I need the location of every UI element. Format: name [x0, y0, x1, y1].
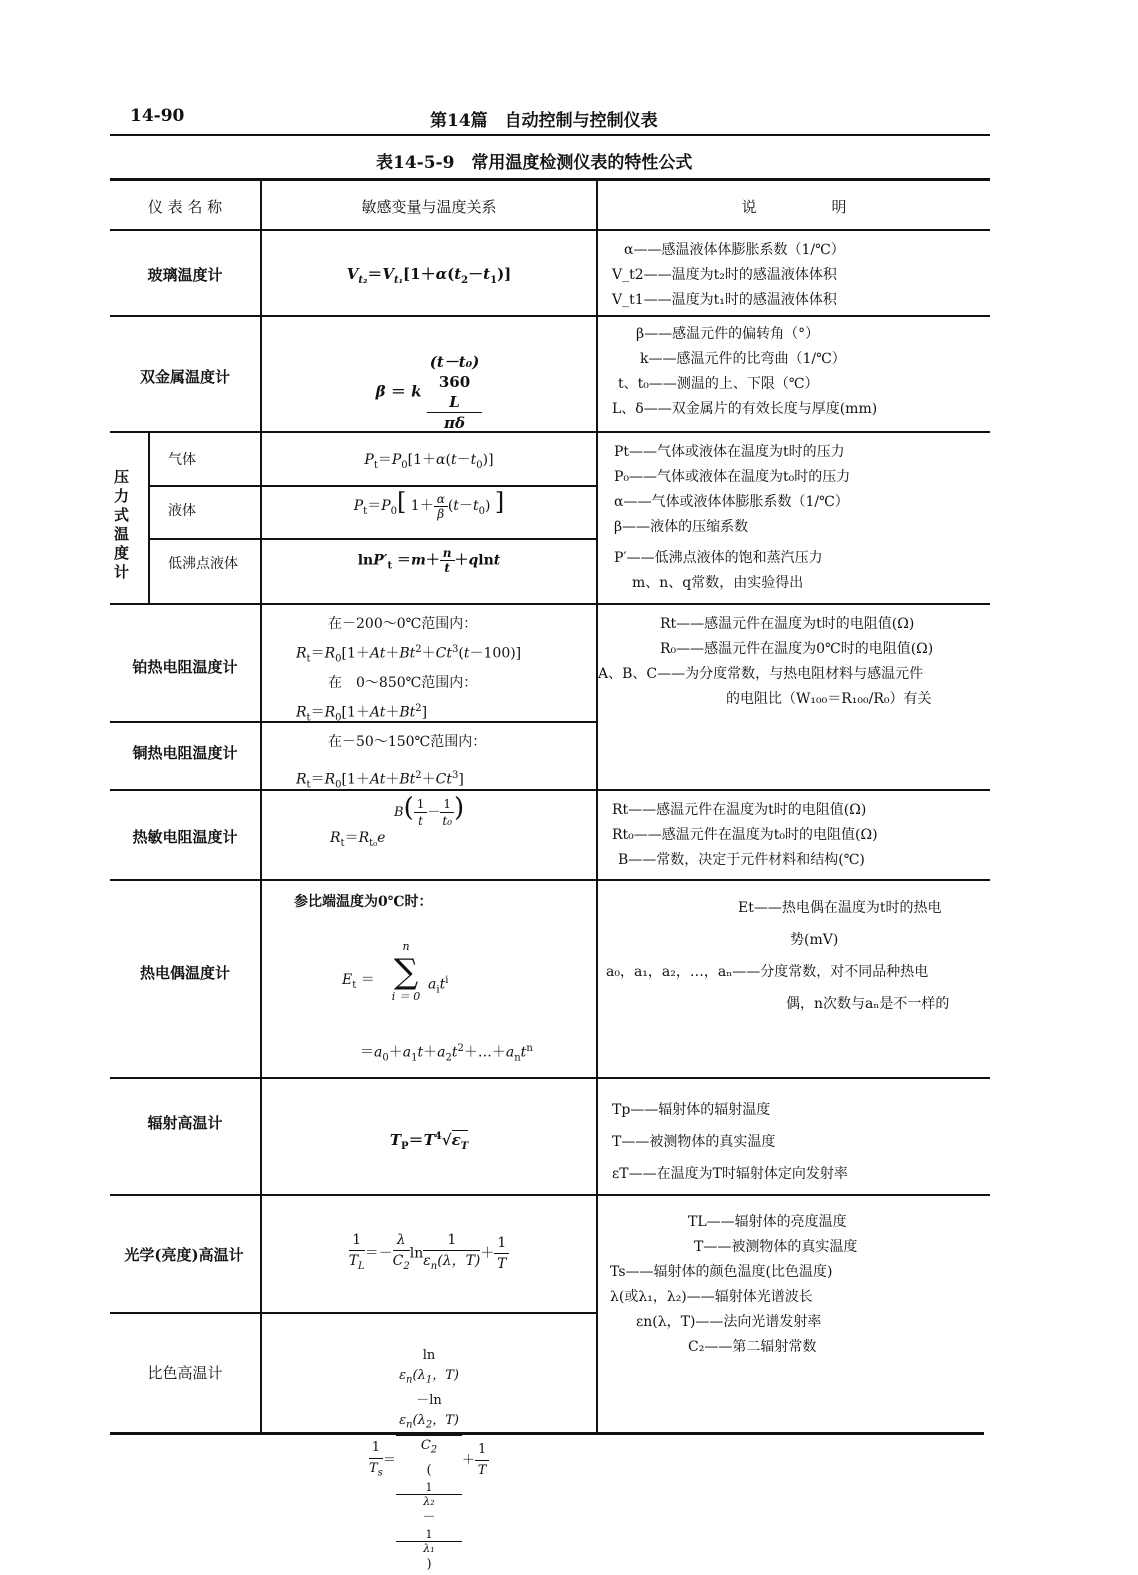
row-name-thermocouple: 热电偶温度计 [139, 964, 230, 982]
formula-radiation: $T_P=T^4√\varepsilon_T$ [389, 1131, 469, 1152]
note-line: R₀——感温元件在温度为0℃时的电阻值(Ω) [660, 641, 934, 657]
notes-platinum [598, 612, 988, 712]
notes-bimetal [612, 322, 982, 422]
formula-eq-1: $R_t=R_0[1+At+Bt^2+Ct^3(t-100)]$ [296, 644, 522, 665]
notes-radiation [612, 1094, 982, 1190]
col-header-name: 仪 表 名 称 [147, 198, 223, 216]
note-line: β——感温元件的偏转角（°） [636, 326, 820, 342]
formula-copper [296, 730, 596, 797]
notes-optical [610, 1210, 980, 1360]
notes-thermistor [612, 798, 982, 873]
note-line: α——气体或液体体膨胀系数（1/℃） [614, 494, 849, 510]
formula-liquid: $P_t=P_0$[ 1＋ $\frac{\alpha}{\beta}$ $(t-t_0)$ ] [353, 488, 505, 521]
note-line: λ(或λ₁，λ₂)——辐射体光谱波长 [610, 1289, 813, 1305]
pressure-sub-rule-2 [148, 538, 596, 540]
formula-gas: $P_t=P_0[1+\alpha(t-t_0)]$ [364, 452, 494, 471]
col-header-notes: 说 明 [741, 198, 847, 216]
row-name-glass: 玻璃温度计 [147, 266, 223, 284]
formula-thermocouple-condition: 参比端温度为0℃时： [294, 894, 433, 910]
formula-range-2: 在 0～850℃范围内： [328, 675, 478, 692]
note-line: a₀，a₁，a₂，…，aₙ——分度常数，对不同品种热电 [606, 964, 929, 980]
note-line: L、δ——双金属片的有效长度与厚度(mm) [612, 401, 878, 417]
note-line: C₂——第二辐射常数 [688, 1339, 817, 1355]
note-line: P₀——气体或液体在温度为t₀时的压力 [614, 469, 851, 485]
formula-thermocouple: $E_t$ ＝ n ∑ i ＝ 0 $a_it^i$ $=a_0+a_1t+a_2t^2+\dots+a_nt^n$ [342, 940, 533, 1064]
header-rule [110, 134, 990, 136]
notes-glass [612, 238, 982, 313]
note-line: B——常数，决定于元件材料和结构(℃) [618, 852, 865, 868]
page-number: 14-90 [130, 106, 185, 126]
row-rule-9 [110, 1312, 596, 1314]
table-title: 表14-5-9 常用温度检测仪表的特性公式 [376, 153, 693, 173]
row-name-radiation: 辐射高温计 [147, 1114, 223, 1132]
row-name-thermistor: 热敏电阻温度计 [132, 828, 238, 846]
notes-pressure [614, 440, 984, 596]
note-line: Rt——感温元件在温度为t时的电阻值(Ω) [660, 616, 915, 632]
formula-range-1: 在－50～150℃范围内： [328, 734, 487, 750]
formula-eq-2: $R_t=R_0[1+At+Bt^2]$ [296, 703, 428, 724]
chapter-title: 第14篇 自动控制与控制仪表 [430, 111, 658, 131]
note-line: V_t2——温度为t₂时的感温液体体积 [612, 267, 837, 283]
formula-range-1: 在－200～0℃范围内： [328, 616, 478, 632]
note-line: 势(mV) [790, 932, 839, 948]
header-bottom-rule [110, 229, 990, 231]
formula-optical: $\frac{1}{T_L}$ ＝－ $\frac{\lambda}{C_2}$ ln $\frac{1}{\varepsilon_n(\lambda,T)}$ ＋ $\frac{1}{T}$ [262, 1230, 596, 1277]
row-rule-3 [110, 603, 990, 605]
note-line: Rt——感温元件在温度为t时的电阻值(Ω) [612, 802, 867, 818]
note-line: 偶，n次数与aₙ是不一样的 [786, 996, 950, 1012]
note-line: T——被测物体的真实温度 [694, 1239, 858, 1255]
formula-lowboil: $\ln P'_t =m+$ $\frac{n}{t}$ ＋qlnt [357, 546, 501, 575]
row-name-platinum: 铂热电阻温度计 [132, 658, 238, 676]
note-line: Et——热电偶在温度为t时的热电 [738, 900, 942, 916]
note-line: TL——辐射体的亮度温度 [688, 1214, 847, 1230]
formula-glass: $V_{t_2}=V_{t_1}[1+\alpha(t_2-t_1)]$ [346, 265, 512, 286]
row-name-optical: 光学(亮度)高温计 [124, 1246, 244, 1264]
note-line: 的电阻比（W₁₀₀＝R₁₀₀/R₀）有关 [726, 691, 932, 707]
note-line: V_t1——温度为t₁时的感温液体体积 [612, 292, 837, 308]
row-rule-1 [110, 315, 990, 317]
table-top-rule [110, 178, 990, 181]
pressure-sub-gas: 气体 [168, 452, 196, 468]
col-header-relation: 敏感变量与温度关系 [361, 198, 497, 216]
formula-platinum [296, 612, 596, 731]
note-line: α——感温液体体膨胀系数（1/℃） [624, 242, 845, 258]
pressure-sub-lowboil: 低沸点液体 [168, 556, 238, 572]
row-rule-8 [110, 1194, 990, 1196]
note-line: β——液体的压缩系数 [614, 519, 749, 535]
note-line: t、t₀——测温的上、下限（℃） [618, 376, 819, 392]
row-name-pressure: 压力式温度计 [114, 468, 130, 581]
formula-eq-1: $R_t=R_0[1+At+Bt^2+Ct^3]$ [296, 770, 464, 791]
row-name-ratio: 比色高温计 [147, 1364, 223, 1382]
pressure-sub-rule-1 [148, 485, 596, 487]
formula-ratio: $\frac{1}{T_s}$ ＝ ln $\varepsilon_n(\lambda_1$，T) －ln $\varepsilon_n(\lambda_2$，T) $C_2$ ( 1 λ₂ － 1 λ₁ ) ＋ $\frac{1}{T}$ [262, 1346, 596, 1575]
col-divider-2 [596, 180, 598, 1432]
pressure-sub-divider [148, 433, 150, 603]
note-line: Ts——辐射体的颜色温度(比色温度) [610, 1264, 833, 1280]
note-line: εn(λ，T)——法向光谱发射率 [636, 1314, 822, 1330]
pressure-sub-liquid: 液体 [168, 503, 196, 519]
note-line: T——被测物体的真实温度 [612, 1134, 776, 1150]
note-line: A、B、C——为分度常数，与热电阻材料与感温元件 [598, 666, 924, 682]
row-name-bimetal: 双金属温度计 [139, 368, 230, 386]
note-line: Rt₀——感温元件在温度为t₀时的电阻值(Ω) [612, 827, 878, 843]
note-line: Pt——气体或液体在温度为t时的压力 [614, 444, 845, 460]
note-line: εT——在温度为T时辐射体定向发射率 [612, 1166, 848, 1182]
note-line: P′——低沸点液体的饱和蒸汽压力 [614, 550, 823, 566]
row-rule-7 [110, 1077, 990, 1079]
note-line: m、n、q常数，由实验得出 [632, 575, 804, 591]
formula-bimetal: β ＝ k (t－t₀) 360 L πδ [262, 352, 596, 433]
notes-thermocouple [606, 892, 986, 1020]
row-name-copper: 铜热电阻温度计 [132, 744, 238, 762]
row-rule-6 [110, 879, 990, 881]
note-line: k——感温元件的比弯曲（1/℃） [640, 351, 846, 367]
formula-thermistor: $R_t=R_{t_0}e$ B( $\frac{1}{t}$ － $\frac{1}{\text{t₀}}$ ) [330, 793, 465, 849]
note-line: Tp——辐射体的辐射温度 [612, 1102, 771, 1118]
